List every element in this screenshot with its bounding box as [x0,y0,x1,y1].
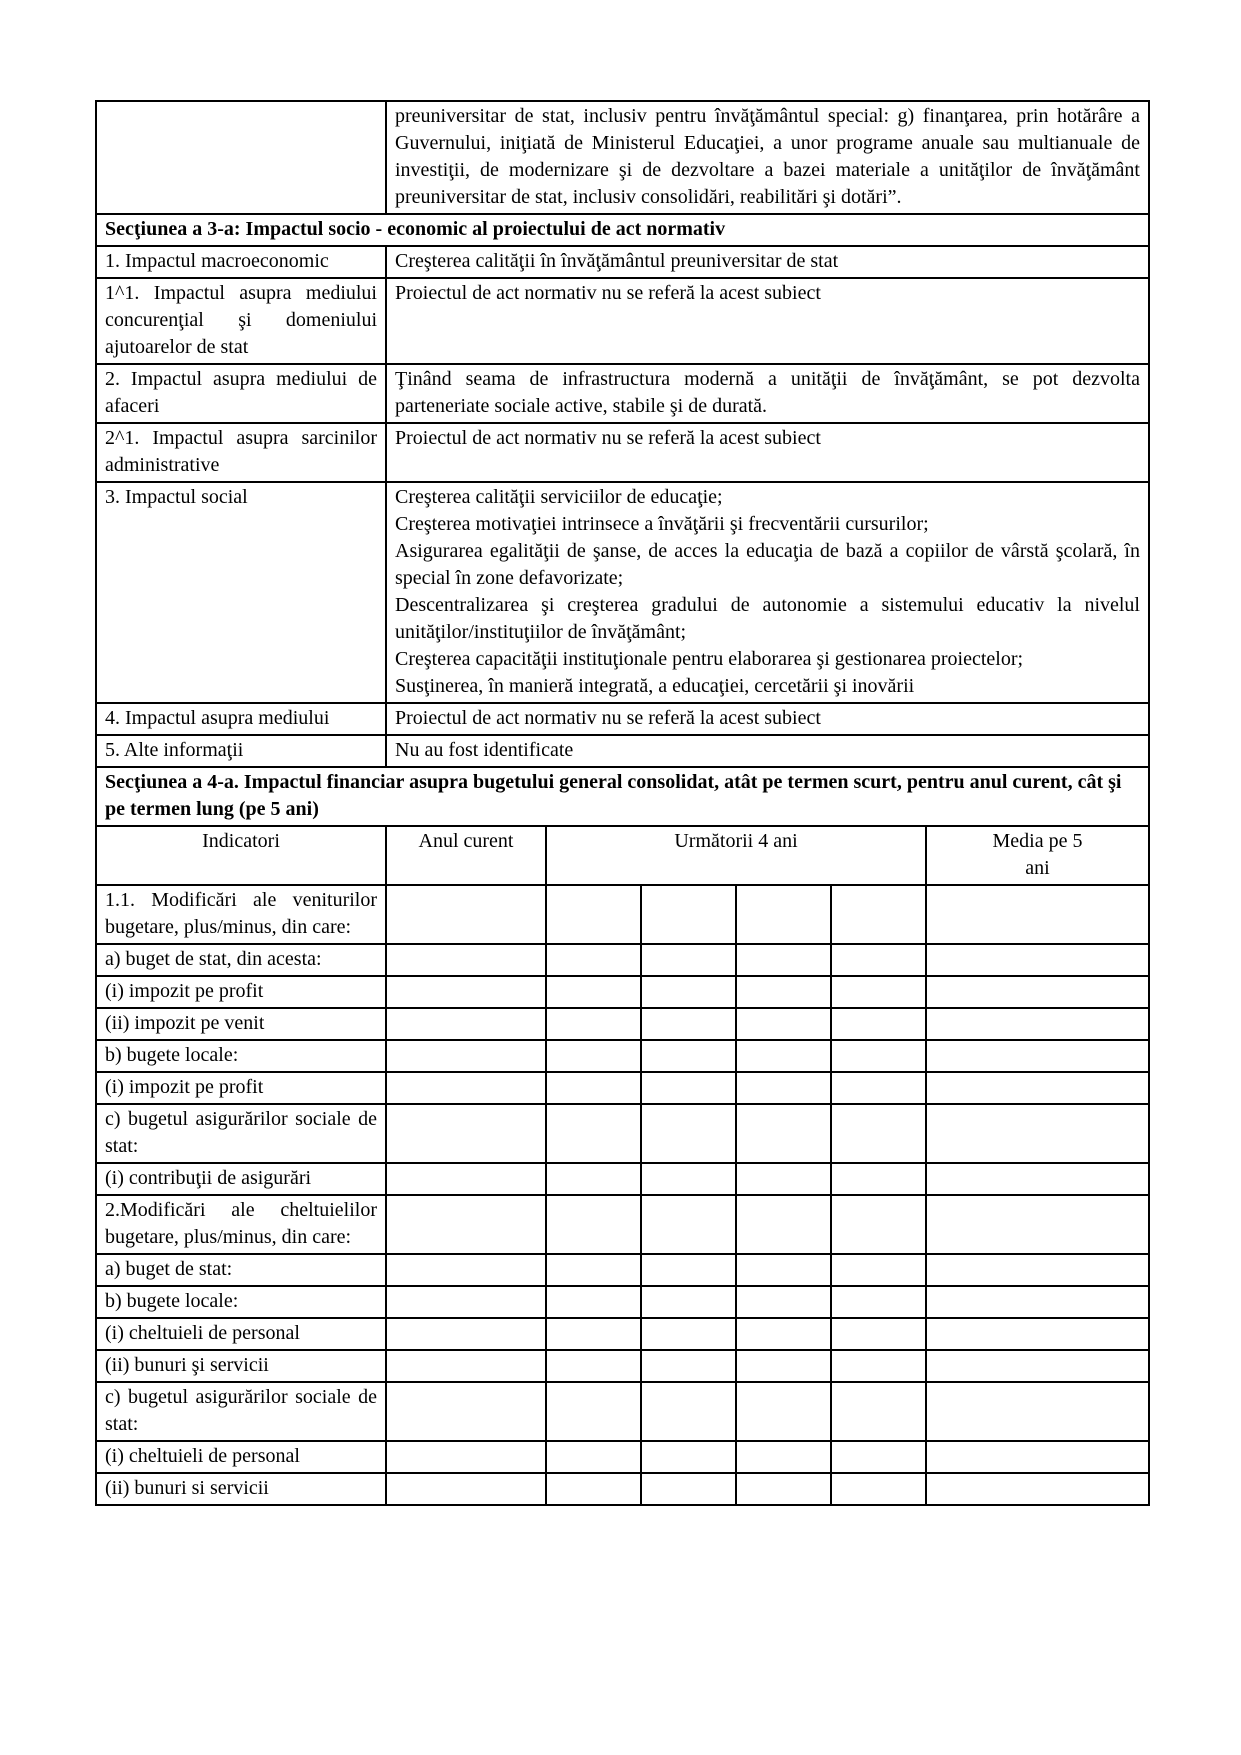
impact-row-value [386,482,1149,703]
indicator-value-cell-empty [546,1286,641,1318]
indicator-value-cell-empty [386,1286,546,1318]
indicator-value-cell-empty [386,1254,546,1286]
indicator-value-cell-empty [831,1286,926,1318]
indicator-row-label: (i) cheltuieli de personal [96,1441,386,1473]
indicator-value-cell-empty [641,1008,736,1040]
indicator-value-cell-empty [926,1104,1149,1163]
impact-row-label: 5. Alte informaţii [96,735,386,767]
impact-row-value: Proiectul de act normativ nu se referă la acest subiect [386,423,1149,482]
indicator-row [96,944,1149,976]
indicator-value-cell-empty [831,1195,926,1254]
impact-row [96,735,1149,767]
indicator-value-cell-empty [641,976,736,1008]
impact-row [96,278,1149,364]
indicator-value-cell-empty [546,1040,641,1072]
indicator-value-cell-empty [546,1072,641,1104]
indicator-value-cell-empty [831,1072,926,1104]
indicator-value-cell-empty [546,1195,641,1254]
indicator-value-cell-empty [386,1040,546,1072]
impact-row-label: 1. Impactul macroeconomic [96,246,386,278]
impact-row [96,246,1149,278]
indicator-value-cell-empty [831,1254,926,1286]
col-header-current-year: Anul curent [386,826,546,885]
indicator-value-cell-empty [546,1350,641,1382]
indicator-value-cell-empty [926,1008,1149,1040]
indicator-value-cell-empty [736,1350,831,1382]
indicator-value-cell-empty [546,1473,641,1505]
indicator-row-label: a) buget de stat: [96,1254,386,1286]
indicator-row [96,1072,1149,1104]
indicator-value-cell-empty [926,1195,1149,1254]
impact-value-line: Susţinerea, în manieră integrată, a educaţiei, cercetării şi inovării [395,675,915,697]
indicator-value-cell-empty [736,1040,831,1072]
indicator-row-label: b) bugete locale: [96,1040,386,1072]
indicator-value-cell-empty [546,1382,641,1441]
indicator-row [96,976,1149,1008]
section4-title: Secţiunea a 4-a. Impactul financiar asupra bugetului general consolidat, atât pe termen scurt, pentru anul curent, cât şi pe termen lung (pe 5 ani) [96,767,1149,826]
indicator-value-cell-empty [641,1382,736,1441]
indicator-row-label: (ii) bunuri si servicii [96,1473,386,1505]
indicator-value-cell-empty [641,1163,736,1195]
indicator-value-cell-empty [831,1382,926,1441]
indicator-row [96,1104,1149,1163]
indicator-value-cell-empty [641,1350,736,1382]
indicator-value-cell-empty [926,1350,1149,1382]
impact-row-value: Proiectul de act normativ nu se referă la acest subiect [386,703,1149,735]
indicator-value-cell-empty [831,1163,926,1195]
impact-row-value: Nu au fost identificate [386,735,1149,767]
indicator-value-cell-empty [736,1318,831,1350]
indicator-row [96,885,1149,944]
section4-header-row [96,767,1149,826]
indicator-value-cell-empty [386,1072,546,1104]
indicator-value-cell-empty [831,1441,926,1473]
indicator-row [96,1318,1149,1350]
impact-row-label: 2. Impactul asupra mediului de afaceri [96,364,386,423]
indicator-row [96,1163,1149,1195]
indicator-value-cell-empty [831,1040,926,1072]
indicator-value-cell-empty [546,885,641,944]
indicator-value-cell-empty [736,1195,831,1254]
continuation-empty-label-cell [96,101,386,214]
indicator-value-cell-empty [831,976,926,1008]
impact-row-label: 2^1. Impactul asupra sarcinilor administrative [96,423,386,482]
indicator-value-cell-empty [831,1473,926,1505]
indicator-row [96,1473,1149,1505]
indicator-value-cell-empty [926,885,1149,944]
indicator-row-label: b) bugete locale: [96,1286,386,1318]
indicator-value-cell-empty [926,1254,1149,1286]
indicator-value-cell-empty [736,944,831,976]
continuation-text: preuniversitar de stat, inclusiv pentru învăţământul special: g) finanţarea, prin hotărâre a Guvernului, iniţiată de Ministerul Educaţiei, a unor programe anuale sau multianuale de investiţii, de modernizare şi de dezvoltare a bazei materiale a unităţilor de învăţământ preuniversitar de stat, inclusiv consolidări, reabilitări şi dotări”. [386,101,1149,214]
indicator-value-cell-empty [641,1473,736,1505]
impact-row-value: Ţinând seama de infrastructura modernă a unităţii de învăţământ, se pot dezvolta parteneriate sociale active, stabile şi de durată. [386,364,1149,423]
indicator-value-cell-empty [736,1286,831,1318]
impact-value-line: Creşterea calităţii serviciilor de educaţie; [395,486,723,508]
indicator-value-cell-empty [386,944,546,976]
indicator-value-cell-empty [926,1163,1149,1195]
indicator-value-cell-empty [546,976,641,1008]
impact-row-label: 4. Impactul asupra mediului [96,703,386,735]
indicator-value-cell-empty [736,1008,831,1040]
indicator-value-cell-empty [386,976,546,1008]
indicator-value-cell-empty [546,1441,641,1473]
impact-value-line: Creşterea capacităţii instituţionale pentru elaborarea şi gestionarea proiectelor; [395,648,1024,670]
indicator-row-label: 2.Modificări ale cheltuielilor bugetare, plus/minus, din care: [96,1195,386,1254]
indicator-value-cell-empty [926,1040,1149,1072]
indicator-value-cell-empty [831,1350,926,1382]
indicator-value-cell-empty [926,1286,1149,1318]
indicator-value-cell-empty [386,1350,546,1382]
indicator-row-label: (i) impozit pe profit [96,976,386,1008]
indicator-row [96,1008,1149,1040]
indicator-value-cell-empty [926,976,1149,1008]
indicator-value-cell-empty [546,1163,641,1195]
indicator-value-cell-empty [831,1008,926,1040]
indicator-value-cell-empty [641,1441,736,1473]
indicator-value-cell-empty [641,1254,736,1286]
indicator-value-cell-empty [641,944,736,976]
col-header-next-4-years: Următorii 4 ani [546,826,926,885]
indicator-row [96,1382,1149,1441]
col-header-indicators: Indicatori [96,826,386,885]
indicator-value-cell-empty [641,1195,736,1254]
indicator-value-cell-empty [386,885,546,944]
indicator-row-label: (ii) bunuri şi servicii [96,1350,386,1382]
indicator-value-cell-empty [926,1382,1149,1441]
col-header-average-label: Media pe 5 ani [992,830,1083,879]
indicator-value-cell-empty [831,944,926,976]
indicator-row [96,1254,1149,1286]
impact-value-line: Creşterea motivaţiei intrinsece a învăţării şi frecventării cursurilor; [395,513,929,535]
indicator-value-cell-empty [386,1195,546,1254]
indicator-value-cell-empty [736,1441,831,1473]
indicator-value-cell-empty [926,1473,1149,1505]
indicator-value-cell-empty [386,1104,546,1163]
indicator-row-label: a) buget de stat, din acesta: [96,944,386,976]
indicator-row [96,1195,1149,1254]
indicator-row [96,1286,1149,1318]
financial-table-header-row [96,826,1149,885]
indicator-value-cell-empty [546,1104,641,1163]
indicator-row [96,1441,1149,1473]
indicator-value-cell-empty [926,1318,1149,1350]
indicator-value-cell-empty [386,1473,546,1505]
indicator-row-label: c) bugetul asigurărilor sociale de stat: [96,1382,386,1441]
col-header-average [926,826,1149,885]
indicator-value-cell-empty [641,1104,736,1163]
indicator-value-cell-empty [641,1072,736,1104]
indicator-value-cell-empty [546,1008,641,1040]
indicator-value-cell-empty [641,885,736,944]
impact-value-line: Descentralizarea şi creşterea gradului de autonomie a sistemului educativ la nivelul unităţilor/instituţiilor de învăţământ; [395,594,1140,643]
indicator-value-cell-empty [641,1040,736,1072]
impact-row-label: 3. Impactul social [96,482,386,703]
indicator-value-cell-empty [736,1473,831,1505]
document-content [95,100,1148,1506]
continuation-row [96,101,1149,214]
indicator-row-label: 1.1. Modificări ale veniturilor bugetare, plus/minus, din care: [96,885,386,944]
indicator-value-cell-empty [736,1254,831,1286]
indicator-value-cell-empty [546,1254,641,1286]
indicator-value-cell-empty [831,885,926,944]
indicator-value-cell-empty [546,1318,641,1350]
indicator-value-cell-empty [386,1318,546,1350]
indicator-row [96,1350,1149,1382]
section3-header-row [96,214,1149,246]
impact-row [96,423,1149,482]
indicator-row-label: (i) contribuţii de asigurări [96,1163,386,1195]
indicator-value-cell-empty [831,1318,926,1350]
indicator-value-cell-empty [926,1441,1149,1473]
indicator-row-label: (i) cheltuieli de personal [96,1318,386,1350]
indicator-value-cell-empty [736,976,831,1008]
impact-row-label: 1^1. Impactul asupra mediului concurenţial şi domeniului ajutoarelor de stat [96,278,386,364]
section3-title: Secţiunea a 3-a: Impactul socio - economic al proiectului de act normativ [96,214,1149,246]
indicator-row-label: c) bugetul asigurărilor sociale de stat: [96,1104,386,1163]
impact-row-value: Proiectul de act normativ nu se referă la acest subiect [386,278,1149,364]
indicator-value-cell-empty [736,1072,831,1104]
section3-table [95,100,1150,768]
indicator-value-cell-empty [546,944,641,976]
indicator-value-cell-empty [641,1286,736,1318]
indicator-value-cell-empty [641,1318,736,1350]
impact-value-line: Asigurarea egalităţii de şanse, de acces la educaţia de bază a copiilor de vârstă şcolară, în special în zone defavorizate; [395,540,1140,589]
impact-row [96,703,1149,735]
impact-row [96,482,1149,703]
indicator-row-label: (i) impozit pe profit [96,1072,386,1104]
indicator-value-cell-empty [386,1163,546,1195]
indicator-value-cell-empty [736,885,831,944]
indicator-value-cell-empty [736,1104,831,1163]
indicator-value-cell-empty [831,1104,926,1163]
impact-row-value: Creşterea calităţii în învăţământul preuniversitar de stat [386,246,1149,278]
indicator-value-cell-empty [386,1441,546,1473]
indicator-value-cell-empty [736,1163,831,1195]
indicator-value-cell-empty [736,1382,831,1441]
indicator-row [96,1040,1149,1072]
indicator-value-cell-empty [926,944,1149,976]
section4-table [95,766,1150,1506]
impact-row [96,364,1149,423]
indicator-value-cell-empty [386,1382,546,1441]
indicator-value-cell-empty [386,1008,546,1040]
indicator-row-label: (ii) impozit pe venit [96,1008,386,1040]
indicator-value-cell-empty [926,1072,1149,1104]
